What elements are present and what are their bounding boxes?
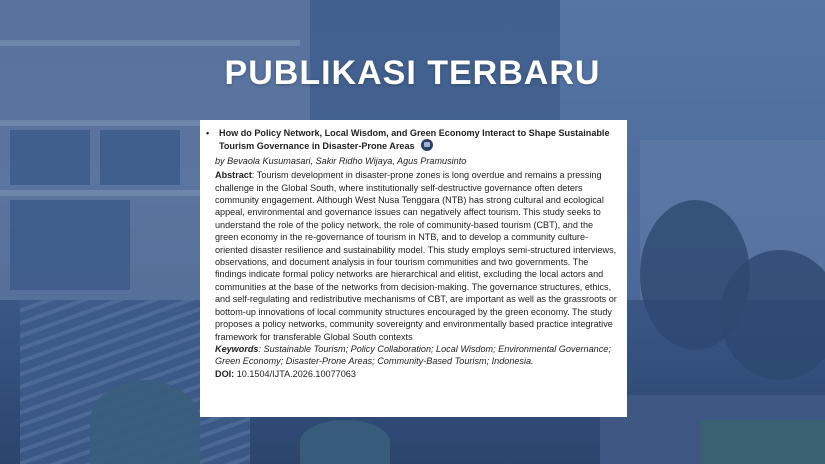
building-floor: [0, 40, 300, 46]
ground: [600, 395, 825, 464]
bullet: •: [206, 128, 210, 138]
lawn: [700, 420, 825, 464]
page-title: PUBLIKASI TERBARU: [224, 54, 601, 92]
tree: [720, 250, 825, 380]
journal-icon[interactable]: [421, 139, 433, 151]
doi-value[interactable]: 10.1504/IJTA.2026.10077063: [234, 368, 356, 379]
publication-title[interactable]: How do Policy Network, Local Wisdom, and Green Economy Interact to Shape Sustainable Tourism Governance in Disaster-Prone Areas: [219, 128, 610, 152]
doi: [214, 368, 617, 380]
doi-label: DOI:: [215, 368, 235, 379]
building-window: [100, 130, 180, 185]
publication-authors: by Bevaola Kusumasari, Sakir Ridho Wijaya, Agus Pramusinto: [215, 155, 467, 166]
abstract-text: : Tourism development in disaster-prone zones is long overdue and remains a pressing challenge in the Global South, where institutionally self-destructive governance often deters community engagement. Although West Nusa Tenggara (NTB) has strong cultural and ecological appeal, environmental and governance issues can negatively affect tourism. This study seeks to understand the role of the policy network, the role of community-based tourism (CBT), and the green economy in the re-governance of tourism in NTB, and to develop a community culture-oriented disaster resilience and sustainability model. This study employs semi-structured interviews, observations, and document analysis in four tourism communities and two governments. The findings indicate formal policy networks are hierarchical and elitist, excluding the local actors and communities at the base of the networks from decision-making. The governance structures, ethics, and self-regulating and redistributive mechanisms of CBT, are important as well as the grassroots or bottom-up innovations of local community structures encouraged by the green economy. The study proposes a policy networks, community sovereignty and environmentally based practice integrative framework for transferable Global South contexts: [215, 170, 617, 342]
publication-card: [200, 120, 627, 417]
tree: [640, 200, 750, 350]
abstract: [214, 169, 617, 343]
keywords: [214, 343, 617, 368]
building-right: [640, 140, 825, 300]
keywords-label: Keywords: [215, 343, 259, 354]
keywords-text: : Sustainable Tourism; Policy Collaboration; Local Wisdom; Environmental Governance; Green Economy; Disaster-Prone Areas; Community-Based Tourism; Indonesia.: [215, 343, 611, 367]
plant: [300, 420, 390, 464]
building-window: [10, 130, 90, 185]
plant: [90, 380, 200, 464]
abstract-label: Abstract: [215, 170, 252, 181]
publication-title-row: [206, 127, 617, 153]
building-window: [10, 200, 130, 290]
